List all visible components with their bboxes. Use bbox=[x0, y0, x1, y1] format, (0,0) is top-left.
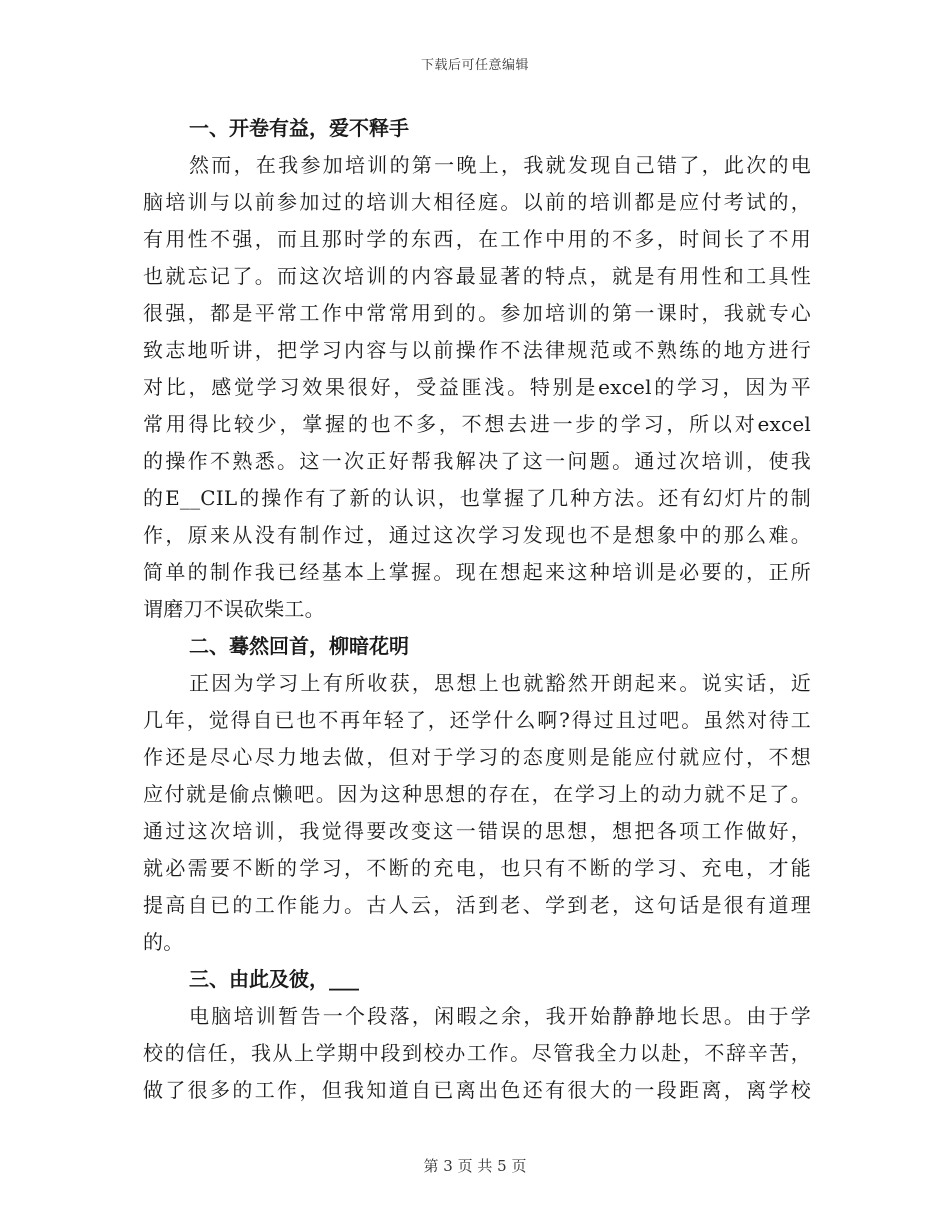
section-heading-1: 一、开卷有益，爱不释手 bbox=[189, 116, 409, 140]
paragraph-line: 致志地听讲，把学习内容与以前操作不法律规范或不熟练的地方进行 bbox=[143, 338, 811, 362]
paragraph-line: 应付就是偷点懒吧。因为这种思想的存在，在学习上的动力就不足了。 bbox=[143, 782, 811, 806]
paragraph-line: 通过这次培训，我觉得要改变这一错误的思想，想把各项工作做好， bbox=[143, 819, 811, 843]
document-body bbox=[143, 110, 811, 1109]
paragraph-line: 几年，觉得自已也不再年轻了，还学什么啊?得过且过吧。虽然对待工 bbox=[143, 708, 811, 732]
page-header: 下载后可任意编辑 bbox=[420, 58, 529, 73]
paragraph-line: 正因为学习上有所收获，思想上也就豁然开朗起来。说实话，近 bbox=[189, 671, 811, 695]
paragraph-line: 很强，都是平常工作中常常用到的。参加培训的第一课时，我就专心 bbox=[143, 301, 811, 325]
paragraph-line: 做了很多的工作，但我知道自已离出色还有很大的一段距离，离学校 bbox=[143, 1078, 811, 1102]
paragraph-line: 作还是尽心尽力地去做，但对于学习的态度则是能应付就应付，不想 bbox=[143, 745, 811, 769]
paragraph-line: 作，原来从没有制作过，通过这次学习发现也不是想象中的那么难。 bbox=[143, 523, 811, 547]
paragraph-line: 校的信任，我从上学期中段到校办工作。尽管我全力以赴，不辞辛苦， bbox=[143, 1041, 811, 1065]
paragraph-line: 然而，在我参加培训的第一晚上，我就发现自己错了，此次的电 bbox=[189, 153, 811, 177]
paragraph-line: 也就忘记了。而这次培训的内容最显著的特点，就是有用性和工具性 bbox=[143, 264, 811, 288]
paragraph-line: 有用性不强，而且那时学的东西，在工作中用的不多，时间长了不用 bbox=[143, 227, 811, 251]
section-heading-3: 三、由此及彼，___ bbox=[189, 967, 359, 991]
paragraph-line: 谓磨刀不误砍柴工。 bbox=[143, 597, 325, 621]
section-heading-2: 二、蓦然回首，柳暗花明 bbox=[189, 634, 409, 658]
paragraph-line: 的E__CIL的操作有了新的认识，也掌握了几种方法。还有幻灯片的制 bbox=[143, 486, 811, 510]
paragraph-line: 对比，感觉学习效果很好，受益匪浅。特别是excel的学习，因为平 bbox=[143, 375, 811, 399]
paragraph-line: 提高自已的工作能力。古人云，活到老、学到老，这句话是很有道理 bbox=[143, 893, 811, 917]
page-number: 第 3 页 共 5 页 bbox=[423, 1157, 527, 1175]
paragraph-line: 就必需要不断的学习，不断的充电，也只有不断的学习、充电，才能 bbox=[143, 856, 811, 880]
paragraph-line: 脑培训与以前参加过的培训大相径庭。以前的培训都是应付考试的， bbox=[143, 190, 811, 214]
paragraph-line: 简单的制作我已经基本上掌握。现在想起来这种培训是必要的，正所 bbox=[143, 560, 811, 584]
paragraph-line: 的。 bbox=[143, 930, 184, 954]
paragraph-line: 的操作不熟悉。这一次正好帮我解决了这一问题。通过次培训，使我 bbox=[143, 449, 811, 473]
paragraph-line: 电脑培训暂告一个段落，闲暇之余，我开始静静地长思。由于学 bbox=[189, 1004, 811, 1028]
paragraph-line: 常用得比较少，掌握的也不多，不想去进一步的学习，所以对excel bbox=[143, 412, 811, 436]
